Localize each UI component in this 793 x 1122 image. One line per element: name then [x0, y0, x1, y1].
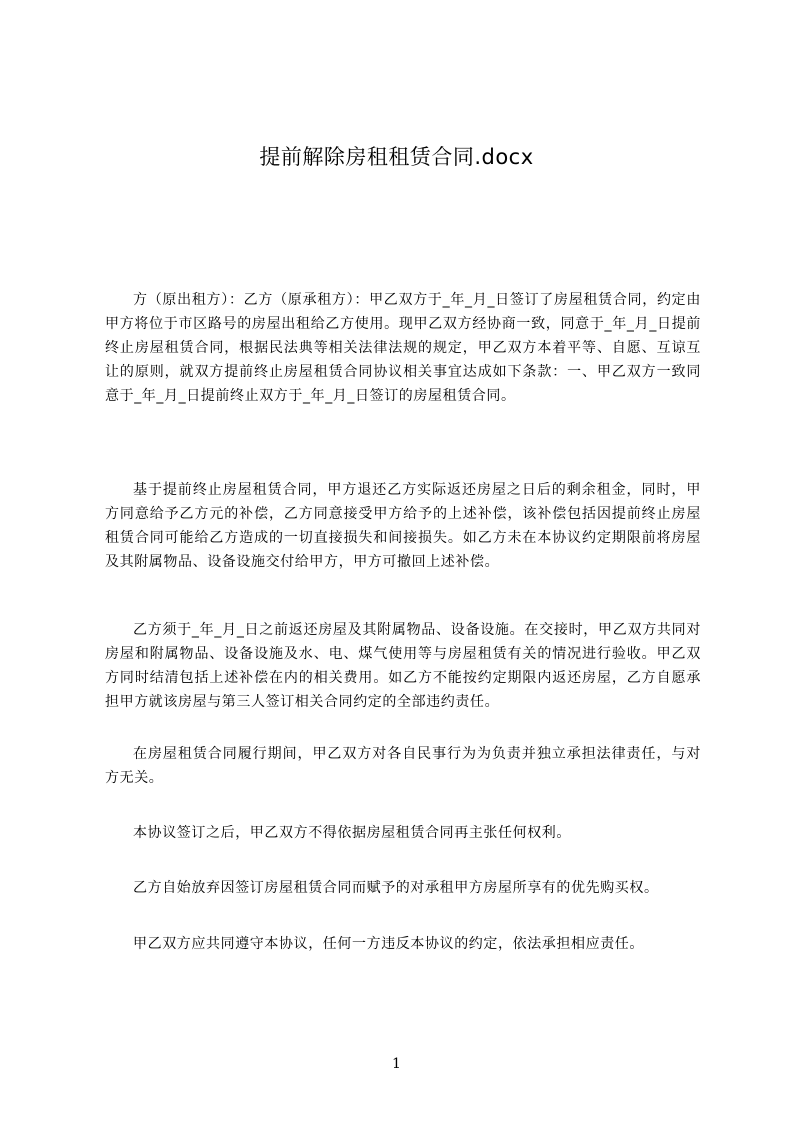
paragraph-compensation: 基于提前终止房屋租赁合同，甲方退还乙方实际返还房屋之日后的剩余租金，同时，甲方同意给予乙方元的补偿，乙方同意接受甲方给予的上述补偿，该补偿包括因提前终止房屋租赁合同可能给乙方造成的一切直接损失和间接损失。如乙方未在本协议约定期限前将房屋及其附属物品、设备设施交付给甲方，甲方可撤回上述补偿。: [105, 482, 701, 570]
document-title: 提前解除房租租赁合同.docx: [259, 145, 534, 169]
paragraph-compliance: 甲乙双方应共同遵守本协议，任何一方违反本协议的约定，依法承担相应责任。: [133, 936, 644, 952]
page-number: 1: [392, 1056, 401, 1072]
paragraph-liability: 在房屋租赁合同履行期间，甲乙双方对各自民事行为为负责并独立承担法律责任，与对方无关。: [105, 746, 701, 786]
paragraph-waiver: 乙方自始放弃因签订房屋租赁合同而赋予的对承租甲方房屋所享有的优先购买权。: [133, 880, 659, 896]
paragraph-handover: 乙方须于_年_月_日之前返还房屋及其附属物品、设备设施。在交接时，甲乙双方共同对房屋和附属物品、设备设施及水、电、煤气使用等与房屋租赁有关的情况进行验收。甲乙双方同时结清包括上述补偿在内的相关费用。如乙方不能按约定期限内返还房屋，乙方自愿承担甲方就该房屋与第三人签订相关合同约定的全部违约责任。: [105, 622, 701, 710]
paragraph-preamble: 方（原出租方）：乙方（原承租方）：甲乙双方于_年_月_日签订了房屋租赁合同，约定由甲方将位于市区路号的房屋出租给乙方使用。现甲乙双方经协商一致，同意于_年_月_日提前终止房屋租赁合同，根据民法典等相关法律法规的规定，甲乙双方本着平等、自愿、互谅互让的原则，就双方提前终止房屋租赁合同协议相关事宜达成如下条款：一、甲乙双方一致同意于_年_月_日提前终止双方于_年_月_日签订的房屋租赁合同。: [105, 292, 701, 404]
paragraph-no-claims: 本协议签订之后，甲乙双方不得依据房屋租赁合同再主张任何权利。: [133, 825, 571, 841]
